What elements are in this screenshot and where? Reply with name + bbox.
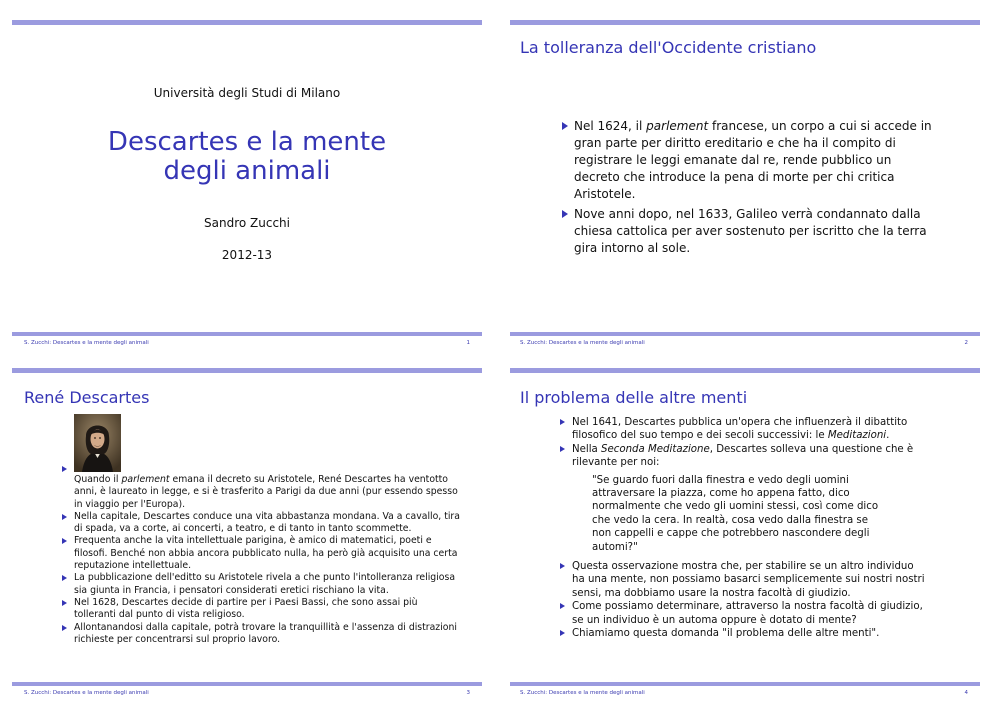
page-number: 3: [466, 690, 470, 696]
slide-1: [12, 20, 482, 350]
slide-4: [510, 368, 980, 700]
block-quote: "Se guardo fuori dalla finestra e vedo degli uomini attraversare la piazza, come ho appena fatto, dico normalmente che vedo gli uomini stessi, così come dico che vedo la cera. In realtà, cosa vedo dalla finestra se non cappelli e cappe che potrebbero nascondere degli automi?": [592, 474, 879, 553]
list-item: Chiamiamo questa domanda "il problema delle altre menti".: [560, 627, 926, 640]
list-item: Allontanandosi dalla capitale, potrà trovare la tranquillità e l'assenza di distrazioni richieste per concentrarsi sul proprio lavoro.: [62, 622, 462, 647]
list-item: Nella Seconda Meditazione, Descartes solleva una questione che è rilevante per noi: "Se guardo fuori dalla finestra e vedo degli uomini attraversare la piazza, come ho appena fatto, dico normalmente che vedo gli uomini stessi, così come dico che vedo la cera. In realtà, cosa vedo dalla finestra se non cappelli e cappe che potrebbero nascondere degli automi?": [560, 443, 926, 554]
page-number: 4: [964, 690, 968, 696]
title-line-1: Descartes e la mente: [107, 127, 387, 157]
list-item: Come possiamo determinare, attraverso la nostra facoltà di giudizio, se un individuo è un automa oppure è dotato di mente?: [560, 600, 926, 627]
frame-title: La tolleranza dell'Occidente cristiano: [520, 38, 817, 57]
slide-footer-bar: [510, 682, 980, 686]
slide-3: [12, 368, 482, 700]
bullet-triangle-icon: [62, 600, 67, 606]
slide-footer-bar: [510, 332, 980, 336]
bullet-triangle-icon: [560, 603, 565, 609]
page-number: 2: [964, 340, 968, 346]
bullet-triangle-icon: [560, 446, 565, 452]
descartes-portrait-image: [74, 414, 121, 472]
slide-footer: S. Zucchi: Descartes e la mente degli animali: [24, 340, 149, 346]
list-item: Frequenta anche la vita intellettuale parigina, è amico di matematici, poeti e filosofi. Benché non abbia ancora pubblicato nulla, ha però già acquisito una certa reputazione intellettuale.: [62, 535, 462, 572]
list-item: Nove anni dopo, nel 1633, Galileo verrà condannato dalla chiesa cattolica per aver sostenuto per iscritto che la terra gira intorno al sole.: [562, 206, 937, 257]
bullet-triangle-icon: [560, 419, 565, 425]
bullet-triangle-icon: [560, 630, 565, 636]
slide-footer-bar: [12, 682, 482, 686]
bullet-list: [562, 118, 937, 257]
bullet-triangle-icon: [62, 538, 67, 544]
title-line-2: degli animali: [163, 156, 331, 186]
frame-title: René Descartes: [24, 388, 150, 407]
author: Sandro Zucchi: [204, 216, 290, 230]
list-item: Nel 1641, Descartes pubblica un'opera che influenzerà il dibattito filosofico del suo tempo e dei secoli successivi: le Meditazioni.: [560, 416, 926, 443]
year: 2012-13: [221, 248, 273, 262]
slide-top-bar: [12, 20, 482, 25]
slide-top-bar: [510, 368, 980, 373]
slide-footer: S. Zucchi: Descartes e la mente degli animali: [24, 690, 149, 696]
bullet-triangle-icon: [62, 625, 67, 631]
bullet-triangle-icon: [62, 575, 67, 581]
bullet-triangle-icon: [562, 210, 568, 218]
bullet-triangle-icon: [560, 563, 565, 569]
frame-title: Il problema delle altre menti: [520, 388, 748, 407]
bullet-triangle-icon: [562, 122, 568, 130]
page-number: 1: [466, 340, 470, 346]
presentation-title: [12, 128, 482, 186]
bullet-triangle-icon: [62, 466, 67, 472]
list-item: Nel 1624, il parlement francese, un corpo a cui si accede in gran parte per diritto ereditario e che ha il compito di registrare le leggi emanate dal re, rende pubblico un decreto che introduce la pena di morte per chi critica Aristotele.: [562, 118, 937, 203]
slide-footer: S. Zucchi: Descartes e la mente degli animali: [520, 690, 645, 696]
slide-footer: S. Zucchi: Descartes e la mente degli animali: [520, 340, 645, 346]
list-item: Nel 1628, Descartes decide di partire per i Paesi Bassi, che sono assai più tolleranti dal punto di vista religioso.: [62, 597, 462, 622]
list-item: Questa osservazione mostra che, per stabilire se un altro individuo ha una mente, non possiamo basarci semplicemente sui nostri nostri sensi, ma dobbiamo usare la nostra facoltà di giudizio.: [560, 560, 926, 600]
list-item-text: Quando il parlement emana il decreto su Aristotele, René Descartes ha ventotto anni, è laureato in legge, e si è trasferito a Parigi da due anni (pur essendo spesso in viaggio per l'Europa).: [74, 474, 458, 510]
list-item: La pubblicazione dell'editto su Aristotele rivela a che punto l'intolleranza religiosa sia giunta in Francia, i pensatori considerati eretici rischiano la vita.: [62, 572, 462, 597]
slide-top-bar: [510, 20, 980, 25]
bullet-list: [560, 416, 926, 641]
list-item: [62, 414, 462, 511]
bullet-list: [62, 414, 462, 646]
slide-top-bar: [12, 368, 482, 373]
bullet-triangle-icon: [62, 514, 67, 520]
university-name: Università degli Studi di Milano: [153, 86, 341, 100]
slide-footer-bar: [12, 332, 482, 336]
list-item: Nella capitale, Descartes conduce una vita abbastanza mondana. Va a cavallo, tira di spada, va a corte, ai concerti, a teatro, e di tanto in tanto scommette.: [62, 511, 462, 536]
slide-2: [510, 20, 980, 350]
